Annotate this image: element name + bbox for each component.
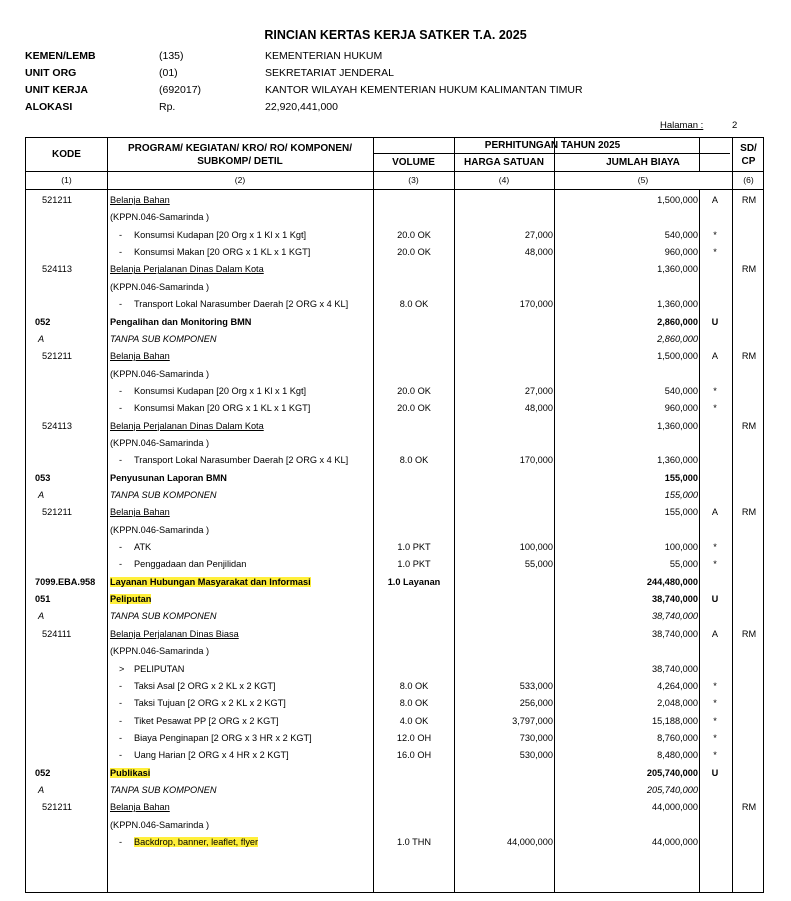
table-row [26, 452, 765, 469]
cell-harga-satuan: 256,000 [519, 698, 553, 709]
cell-volume: 20.0 OK [397, 247, 431, 258]
cell-kode: A [38, 611, 45, 622]
table-row [26, 400, 765, 417]
header-cp: CP [741, 156, 756, 167]
cell-flag: * [713, 715, 717, 726]
header-perhitungan: PERHITUNGAN TAHUN 2025 [484, 140, 621, 151]
cell-harga-satuan: 533,000 [519, 680, 553, 691]
bullet-dash: - [119, 542, 123, 552]
table-row [26, 695, 765, 712]
cell-flag: U [711, 316, 719, 327]
table-row [26, 296, 765, 313]
header-volume: VOLUME [392, 157, 435, 168]
header-value: 22,920,441,000 [265, 101, 338, 113]
uraian-text: Backdrop, banner, leaflet, flyer [134, 837, 259, 847]
header-harga: HARGA SATUAN [464, 157, 544, 168]
cell-jumlah-biaya: 4,264,000 [657, 680, 698, 691]
uraian-text: Konsumsi Kudapan [20 Org x 1 Kl x 1 Kgt] [134, 229, 307, 240]
table-row [26, 730, 765, 747]
header-label: UNIT ORG [25, 67, 77, 79]
page-indicator [660, 120, 738, 131]
table-row [26, 626, 765, 643]
cell-sumber-dana: RM [741, 351, 757, 362]
cell-uraian [119, 698, 286, 708]
table-row [26, 487, 765, 504]
bullet-dash: - [119, 715, 123, 726]
cell-kode: 524113 [42, 420, 72, 431]
cell-flag: * [713, 542, 717, 552]
colnum-4: (4) [498, 175, 510, 185]
cell-uraian: (KPPN.046-Samarinda ) [110, 524, 210, 535]
cell-uraian [119, 716, 279, 726]
cell-uraian: Layanan Hubungan Masyarakat dan Informasi [110, 576, 311, 587]
cell-jumlah-biaya: 155,000 [664, 472, 698, 483]
cell-flag: U [711, 594, 719, 605]
cell-kode: A [38, 333, 45, 344]
bullet-dash: - [119, 559, 123, 570]
cell-volume: 20.0 OK [397, 229, 431, 240]
header-label: UNIT KERJA [25, 84, 89, 96]
cell-jumlah-biaya: 38,740,000 [652, 663, 698, 674]
cell-flag: * [713, 698, 717, 709]
cell-jumlah-biaya: 1,500,000 [657, 195, 698, 205]
cell-kode: 521211 [42, 195, 72, 205]
cell-jumlah-biaya: 2,860,000 [657, 333, 698, 344]
bullet-dash: - [119, 403, 123, 414]
cell-volume: 8.0 OK [399, 299, 429, 310]
cell-sumber-dana: RM [741, 507, 757, 518]
bullet-dash: - [119, 698, 123, 709]
cell-jumlah-biaya: 1,360,000 [657, 299, 698, 310]
cell-harga-satuan: 48,000 [524, 247, 553, 258]
cell-jumlah-biaya: 2,048,000 [657, 698, 698, 709]
table-row [26, 678, 765, 695]
uraian-text: Taksi Tujuan [2 ORG x 2 KL x 2 KGT] [134, 698, 286, 709]
cell-uraian [119, 403, 310, 413]
cell-jumlah-biaya: 15,188,000 [652, 715, 698, 726]
uraian-text: PELIPUTAN [134, 663, 185, 674]
cell-jumlah-biaya: 44,000,000 [652, 837, 698, 847]
header-kode: KODE [52, 149, 81, 160]
cell-uraian: TANPA SUB KOMPONEN [110, 490, 217, 500]
cell-kode: 051 [35, 594, 51, 605]
row-divider [26, 171, 763, 172]
document-title: RINCIAN KERTAS KERJA SATKER T.A. 2025 [264, 28, 527, 42]
cell-uraian: Penyusunan Laporan BMN [110, 472, 227, 483]
cell-jumlah-biaya: 155,000 [664, 490, 698, 500]
table-row [26, 435, 765, 452]
colnum-6: (6) [743, 175, 754, 185]
bullet-dash: - [119, 750, 123, 761]
cell-flag: * [713, 385, 717, 396]
cell-harga-satuan: 27,000 [524, 385, 553, 396]
cell-volume: 8.0 OK [399, 680, 429, 691]
cell-volume: 8.0 OK [399, 698, 429, 709]
cell-uraian: TANPA SUB KOMPONEN [110, 784, 217, 795]
table-row [26, 314, 765, 331]
table-row [26, 556, 765, 573]
row-divider [373, 153, 730, 154]
cell-uraian [119, 247, 310, 257]
cell-kode: 521211 [42, 802, 72, 813]
cell-uraian [119, 664, 184, 674]
cell-flag: * [713, 750, 717, 761]
colnum-5: (5) [637, 175, 649, 185]
cell-uraian [119, 230, 306, 240]
cell-volume: 16.0 OH [396, 750, 432, 761]
cell-volume: 20.0 OK [397, 385, 431, 396]
table-row [26, 643, 765, 660]
table-row [26, 244, 765, 261]
cell-harga-satuan: 530,000 [519, 750, 553, 761]
uraian-text: Taksi Asal [2 ORG x 2 KL x 2 KGT] [134, 680, 276, 691]
bullet-dash: - [119, 299, 123, 310]
header-program-line2: SUBKOMP/ DETIL [197, 156, 283, 167]
header-program [107, 142, 373, 168]
bullet-dash: - [119, 732, 123, 743]
cell-flag: * [713, 403, 717, 414]
cell-jumlah-biaya: 960,000 [664, 247, 698, 258]
uraian-text: Transport Lokal Narasumber Daerah [2 ORG x 4 KL] [134, 455, 349, 466]
cell-jumlah-biaya: 1,360,000 [657, 264, 698, 275]
cell-sumber-dana: RM [741, 195, 757, 205]
header-code: (135) [159, 50, 184, 62]
colnum-2: (2) [234, 175, 246, 185]
bullet-dash: - [119, 455, 123, 466]
cell-harga-satuan: 48,000 [524, 403, 553, 414]
header-sd: SD/ [740, 143, 757, 154]
table-row [26, 574, 765, 591]
cell-uraian [119, 681, 276, 691]
cell-uraian [119, 542, 151, 552]
cell-jumlah-biaya: 100,000 [664, 542, 698, 552]
cell-kode: 524113 [42, 264, 72, 275]
cell-harga-satuan: 170,000 [519, 299, 553, 310]
table-row [26, 261, 765, 278]
cell-volume: 20.0 OK [397, 403, 431, 414]
cell-harga-satuan: 170,000 [519, 455, 553, 466]
cell-kode: 7099.EBA.958 [35, 576, 96, 587]
cell-jumlah-biaya: 1,360,000 [657, 420, 698, 431]
cell-flag: A [711, 195, 719, 205]
cell-kode: 521211 [42, 507, 72, 518]
cell-jumlah-biaya: 155,000 [664, 507, 698, 518]
table-row [26, 817, 765, 834]
bullet-dash: - [119, 837, 123, 847]
table-row [26, 713, 765, 730]
cell-jumlah-biaya: 38,740,000 [652, 594, 698, 605]
uraian-text: ATK [134, 542, 152, 552]
table-row [26, 504, 765, 521]
cell-jumlah-biaya: 244,480,000 [646, 576, 698, 587]
cell-jumlah-biaya: 960,000 [664, 403, 698, 414]
table-row [26, 209, 765, 226]
header-label: ALOKASI [25, 101, 73, 113]
cell-jumlah-biaya: 55,000 [669, 559, 698, 570]
cell-jumlah-biaya: 8,480,000 [657, 750, 698, 761]
cell-flag: * [713, 229, 717, 240]
table-row [26, 747, 765, 764]
cell-uraian: (KPPN.046-Samarinda ) [110, 368, 210, 379]
cell-uraian: Publikasi [110, 767, 151, 778]
uraian-text: Konsumsi Kudapan [20 Org x 1 Kl x 1 Kgt] [134, 385, 307, 396]
cell-jumlah-biaya: 38,740,000 [652, 628, 698, 639]
table-row [26, 765, 765, 782]
cell-flag: * [713, 247, 717, 258]
cell-uraian: (KPPN.046-Samarinda ) [110, 212, 210, 223]
cell-kode: 053 [35, 472, 51, 483]
cell-jumlah-biaya: 8,760,000 [657, 732, 698, 743]
cell-uraian: (KPPN.046-Samarinda ) [110, 819, 210, 830]
cell-jumlah-biaya: 38,740,000 [652, 611, 698, 622]
page-number: 2 [732, 120, 738, 131]
cell-flag: * [713, 559, 717, 570]
table-row [26, 470, 765, 487]
header-value: SEKRETARIAT JENDERAL [265, 67, 394, 79]
table-row [26, 782, 765, 799]
cell-uraian [119, 837, 258, 847]
table-row [26, 799, 765, 816]
header-sdcp [732, 142, 765, 168]
row-divider [26, 189, 763, 190]
cell-jumlah-biaya: 44,000,000 [652, 802, 698, 813]
header-code: Rp. [159, 101, 176, 113]
uraian-text: Transport Lokal Narasumber Daerah [2 ORG x 4 KL] [134, 299, 349, 310]
cell-sumber-dana: RM [741, 628, 757, 639]
cell-jumlah-biaya: 540,000 [664, 229, 698, 240]
cell-uraian: Belanja Perjalanan Dinas Dalam Kota [110, 264, 264, 275]
uraian-text: Uang Harian [2 ORG x 4 HR x 2 KGT] [134, 750, 289, 761]
cell-sumber-dana: RM [741, 264, 757, 275]
table-row [26, 539, 765, 556]
cell-harga-satuan: 100,000 [519, 542, 553, 552]
cell-jumlah-biaya: 1,500,000 [657, 351, 698, 362]
bullet-dash: - [119, 385, 123, 396]
cell-uraian: TANPA SUB KOMPONEN [110, 333, 217, 344]
cell-uraian [119, 299, 348, 309]
cell-flag: * [713, 732, 717, 743]
budget-table [25, 137, 764, 893]
bullet-dash: - [119, 680, 123, 691]
cell-jumlah-biaya: 1,360,000 [657, 455, 698, 466]
table-row [26, 227, 765, 244]
colnum-3: (3) [408, 175, 419, 185]
table-row [26, 366, 765, 383]
cell-uraian: Belanja Bahan [110, 195, 170, 205]
table-row [26, 608, 765, 625]
header-jumlah: JUMLAH BIAYA [606, 157, 680, 168]
cell-kode: A [38, 784, 45, 795]
group-marker: > [119, 663, 125, 674]
cell-kode: 052 [35, 316, 51, 327]
cell-flag: A [711, 507, 719, 518]
cell-kode: 052 [35, 767, 51, 778]
cell-volume: 1.0 THN [396, 837, 432, 847]
cell-uraian [119, 559, 246, 569]
cell-uraian [119, 750, 289, 760]
cell-uraian [119, 455, 348, 465]
cell-uraian [119, 733, 312, 743]
cell-uraian: Pengalihan dan Monitoring BMN [110, 316, 252, 327]
cell-volume: 4.0 OK [399, 715, 429, 726]
cell-harga-satuan: 44,000,000 [507, 837, 553, 847]
cell-volume: 8.0 OK [399, 455, 429, 466]
header-label: KEMEN/LEMB [25, 50, 96, 62]
cell-sumber-dana: RM [741, 802, 757, 813]
table-row [26, 591, 765, 608]
cell-harga-satuan: 55,000 [524, 559, 553, 570]
uraian-text: Penggadaan dan Penjilidan [134, 559, 247, 570]
bullet-dash: - [119, 247, 123, 258]
cell-volume: 1.0 PKT [397, 559, 431, 570]
cell-volume: 1.0 PKT [397, 542, 431, 552]
table-row [26, 192, 765, 209]
cell-uraian [119, 386, 306, 396]
cell-jumlah-biaya: 205,740,000 [646, 767, 698, 778]
uraian-text: Konsumsi Makan [20 ORG x 1 KL x 1 KGT] [134, 247, 311, 258]
table-row [26, 418, 765, 435]
cell-kode: 521211 [42, 351, 72, 362]
header-value: KANTOR WILAYAH KEMENTERIAN HUKUM KALIMANTAN TIMUR [265, 84, 583, 96]
table-row [26, 834, 765, 851]
cell-harga-satuan: 27,000 [524, 229, 553, 240]
bullet-dash: - [119, 229, 123, 240]
header-code: (01) [159, 67, 178, 79]
cell-uraian: (KPPN.046-Samarinda ) [110, 646, 210, 657]
page-label: Halaman : [660, 120, 704, 131]
cell-jumlah-biaya: 540,000 [664, 385, 698, 396]
cell-harga-satuan: 730,000 [519, 732, 553, 743]
table-row [26, 661, 765, 678]
header-code: (692017) [159, 84, 202, 96]
cell-volume: 1.0 Layanan [387, 576, 441, 587]
cell-uraian: Belanja Bahan [110, 351, 170, 362]
colnum-1: (1) [61, 175, 72, 185]
cell-uraian: Belanja Perjalanan Dinas Biasa [110, 628, 239, 639]
cell-jumlah-biaya: 205,740,000 [646, 784, 698, 795]
cell-uraian: (KPPN.046-Samarinda ) [110, 281, 210, 292]
uraian-text: Konsumsi Makan [20 ORG x 1 KL x 1 KGT] [134, 403, 311, 414]
cell-kode: 524111 [42, 628, 72, 639]
header-value: KEMENTERIAN HUKUM [265, 50, 383, 62]
cell-kode: A [38, 490, 45, 500]
table-row [26, 348, 765, 365]
cell-uraian: Belanja Bahan [110, 507, 170, 518]
cell-sumber-dana: RM [741, 420, 757, 431]
cell-flag: U [711, 767, 719, 778]
cell-uraian: Belanja Bahan [110, 802, 170, 813]
cell-uraian: Peliputan [110, 594, 152, 605]
table-row [26, 279, 765, 296]
cell-volume: 12.0 OH [396, 732, 432, 743]
table-row [26, 522, 765, 539]
uraian-text: Tiket Pesawat PP [2 ORG x 2 KGT] [134, 715, 279, 726]
cell-jumlah-biaya: 2,860,000 [657, 316, 698, 327]
cell-uraian: Belanja Perjalanan Dinas Dalam Kota [110, 420, 264, 431]
cell-flag: A [711, 351, 719, 362]
uraian-text: Biaya Penginapan [2 ORG x 3 HR x 2 KGT] [134, 732, 312, 743]
cell-harga-satuan: 3,797,000 [512, 715, 553, 726]
cell-flag: * [713, 680, 717, 691]
cell-uraian: (KPPN.046-Samarinda ) [110, 437, 210, 448]
table-row [26, 383, 765, 400]
cell-uraian: TANPA SUB KOMPONEN [110, 611, 217, 622]
header-program-line1: PROGRAM/ KEGIATAN/ KRO/ RO/ KOMPONEN/ [127, 143, 353, 154]
table-row [26, 331, 765, 348]
cell-flag: A [711, 628, 719, 639]
